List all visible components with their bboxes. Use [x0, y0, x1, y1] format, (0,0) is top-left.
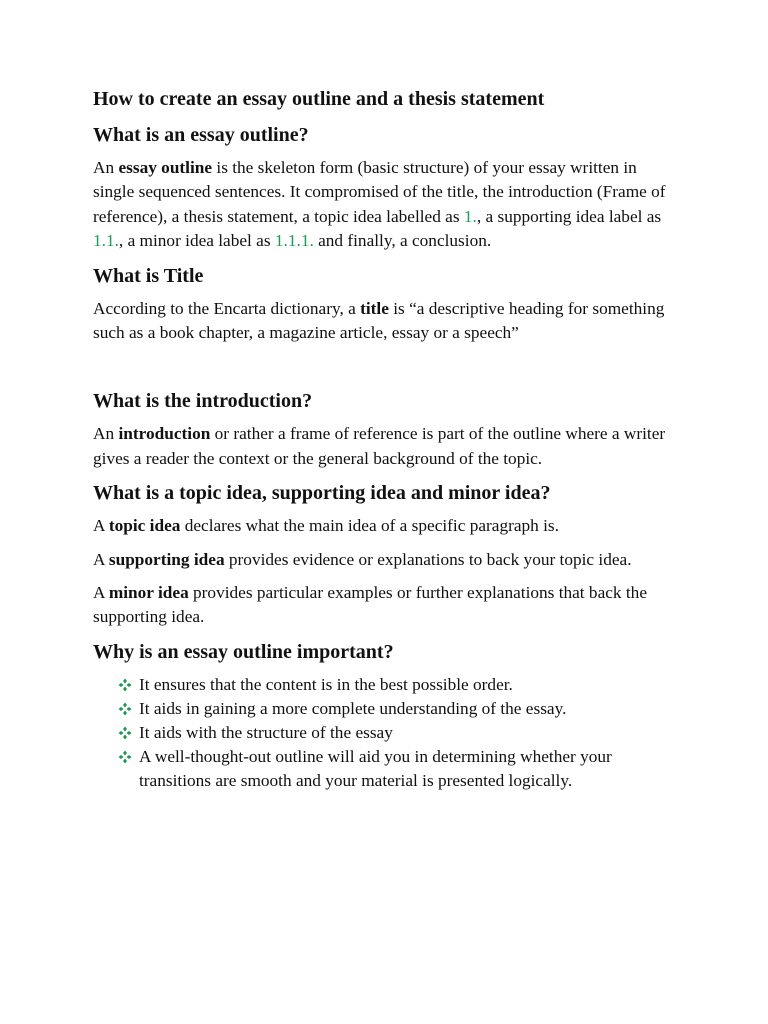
list-item: It ensures that the content is in the best possible order.	[118, 673, 678, 697]
list-item: It aids in gaining a more complete understanding of the essay.	[118, 697, 678, 721]
list-item: A well-thought-out outline will aid you in determining whether your transitions are smooth and your material is presented logically.	[118, 745, 678, 793]
four-diamond-bullet-icon	[118, 726, 132, 740]
four-diamond-bullet-icon	[118, 702, 132, 716]
heading-introduction: What is the introduction?	[93, 390, 313, 413]
document-title: How to create an essay outline and a thesis statement	[93, 88, 545, 110]
heading-essay-outline: What is an essay outline?	[93, 124, 309, 146]
heading-ideas: What is a topic idea, supporting idea and minor idea?	[93, 482, 551, 505]
paragraph-introduction: An introduction or rather a frame of reference is part of the outline where a writer gives a reader the context or the general background of the topic.	[93, 424, 666, 468]
four-diamond-bullet-icon	[118, 678, 132, 692]
paragraph-supporting-idea: A supporting idea provides evidence or explanations to back your topic idea.	[93, 549, 632, 569]
paragraph-topic-idea: A topic idea declares what the main idea of a specific paragraph is.	[93, 516, 559, 536]
label-supporting-number: 1.1.	[93, 231, 119, 251]
label-topic-number: 1.	[463, 206, 477, 226]
paragraph-essay-outline: An essay outline is the skeleton form (basic structure) of your essay written in single sequenced sentences. It compromised of the title, the introduction (Frame of reference), a thesis statement, a topic idea labelled as 1., a supporting idea label as 1.1., a minor idea label as 1.1.1. and finally, a conclusion.	[93, 158, 666, 251]
paragraph-title: According to the Encarta dictionary, a title is “a descriptive heading for something such as a book chapter, a magazine article, essay or a speech”	[93, 298, 665, 343]
list-item: It aids with the structure of the essay	[118, 721, 678, 745]
heading-importance: Why is an essay outline important?	[93, 640, 394, 663]
label-minor-number: 1.1.1.	[274, 231, 314, 251]
heading-title: What is Title	[93, 264, 204, 287]
blank-line	[93, 354, 678, 388]
four-diamond-bullet-icon	[118, 750, 132, 764]
paragraph-minor-idea: A minor idea provides particular examples or further explanations that back the supporting idea.	[93, 583, 647, 627]
importance-list	[93, 673, 678, 793]
